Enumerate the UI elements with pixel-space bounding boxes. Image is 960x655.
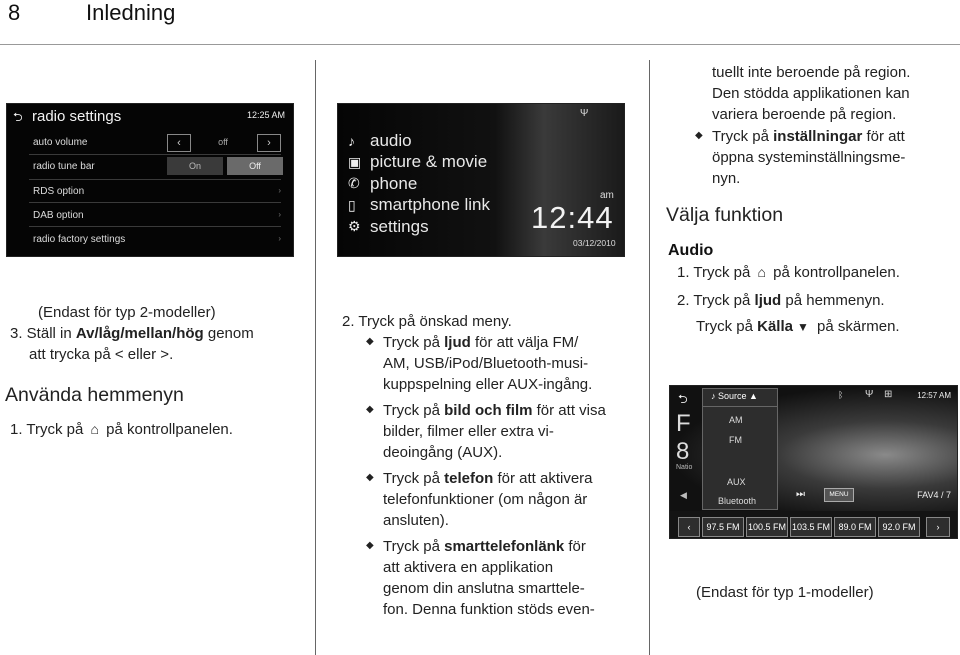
setting-auto-volume[interactable]: auto volume (33, 137, 88, 148)
audio-step-2: 2. Tryck på ljud på hemmenyn. (677, 292, 885, 309)
section-heading-home-menu: Använda hemmenyn (5, 384, 184, 406)
preset-4[interactable]: 89.0 FM (834, 517, 876, 537)
source-title: ♪ Source ▲ (711, 391, 758, 401)
menu-item-settings[interactable]: ⚙ settings (348, 216, 429, 236)
usb-icon: Ψ (865, 389, 874, 400)
step-1: 1. Tryck på ⌂ på kontrollpanelen. (10, 421, 233, 438)
bullet-settings: ◆ Tryck på inställningar för att öppna systeminställningsme- nyn. (688, 126, 958, 189)
clock-date: 03/12/2010 (573, 238, 616, 248)
setting-radio-tune-bar[interactable]: radio tune bar (33, 161, 95, 172)
audio-step-2b: Tryck på Källa ▼ på skärmen. (696, 318, 900, 335)
step-3: 3. Ställ in Av/låg/mellan/hög genom (10, 325, 254, 342)
preset-1[interactable]: 97.5 FM (702, 517, 744, 537)
chevron-right-icon: › (278, 234, 281, 243)
type1-note: (Endast för typ 1-modeller) (696, 584, 874, 601)
back-arrow-icon[interactable]: ⮌ (678, 392, 688, 406)
source-am[interactable]: AM (729, 415, 743, 425)
step-3-line2: att trycka på < eller >. (29, 346, 174, 363)
section-heading-select-function: Välja funktion (666, 204, 784, 226)
audio-source-screenshot (669, 385, 958, 539)
preset-bar (670, 511, 957, 538)
source-fm[interactable]: FM (729, 435, 742, 445)
screen-title: radio settings (32, 108, 122, 125)
chapter-title: Inledning (86, 0, 176, 25)
bullet-phone: ◆ Tryck på telefon för att aktivera telefonfunktioner (om någon är ansluten). (359, 468, 649, 531)
page-number: 8 (8, 0, 21, 25)
menu-button[interactable]: MENU (824, 488, 854, 502)
bullet-smartphone: ◆ Tryck på smarttelefonlänk för att aktivera en applikation genom din anslutna smarttele- fon. Denna funktion stöds even- (359, 536, 649, 620)
clock-time: 12:44 (531, 200, 614, 235)
setting-rds-option[interactable]: RDS option (33, 186, 85, 197)
station-text: Natio (676, 464, 693, 471)
picture-icon: ▣ (348, 153, 362, 170)
preset-prev-button[interactable]: ‹ (678, 517, 700, 537)
menu-item-picture-movie[interactable]: ▣ picture & movie (348, 152, 488, 172)
chevron-right-icon: › (278, 210, 281, 219)
preset-3[interactable]: 103.5 FM (790, 517, 832, 537)
decrease-button[interactable]: ‹ (167, 134, 191, 152)
previous-icon[interactable]: ◀ (680, 490, 687, 500)
screen-time: 12:57 AM (917, 391, 951, 400)
on-button[interactable]: On (167, 157, 223, 175)
audio-step-1: 1. Tryck på ⌂ på kontrollpanelen. (677, 264, 900, 281)
menu-item-smartphone-link[interactable]: ▯ smartphone link (348, 195, 491, 215)
off-button[interactable]: Off (227, 157, 283, 175)
type2-note: (Endast för typ 2-modeller) (38, 304, 216, 321)
menu-item-phone[interactable]: ✆ phone (348, 173, 418, 193)
step-2: 2. Tryck på önskad meny. (342, 313, 512, 330)
preset-2[interactable]: 100.5 FM (746, 517, 788, 537)
home-menu-list (348, 130, 490, 238)
triangle-down-icon: ▼ (796, 320, 809, 334)
menu-item-audio[interactable]: ♪ audio (348, 130, 412, 150)
signal-icon: ⊞ (884, 389, 893, 400)
column-divider-right (649, 60, 650, 655)
settings-bullet (688, 126, 958, 189)
bullet-picture: ◆ Tryck på bild och film för att visa bilder, filmer eller extra vi- deoingång (AUX). (359, 400, 649, 463)
source-bluetooth[interactable]: Bluetooth (718, 496, 757, 506)
continued-text: tuellt inte beroende på region. Den stödda applikationen kan variera beroende på region. (712, 64, 911, 123)
subheading-audio: Audio (668, 242, 714, 259)
source-aux[interactable]: AUX (727, 477, 746, 487)
clock-ampm: am (600, 190, 614, 201)
bullet-audio: ◆ Tryck på ljud för att välja FM/ AM, USB/iPod/Bluetooth-musi- kuppspelning eller AUX-ingång. (359, 332, 649, 395)
header-rule (0, 44, 960, 45)
source-dropdown[interactable] (702, 388, 778, 510)
home-icon: ⌂ (757, 264, 766, 280)
radio-settings-screenshot (6, 103, 294, 257)
setting-radio-factory-settings[interactable]: radio factory settings (33, 234, 126, 245)
back-arrow-icon: ⮌ (13, 110, 23, 124)
seek-forward-icon[interactable]: ⏭ (796, 489, 805, 500)
big-digit: 8 (676, 438, 690, 465)
gear-icon: ⚙ (348, 218, 361, 235)
chevron-right-icon: › (278, 186, 281, 195)
big-band-letter: F (676, 410, 691, 437)
menu-bullets (359, 332, 649, 620)
smartphone-icon: ▯ (348, 196, 356, 213)
home-icon: ⌂ (90, 421, 99, 437)
screen-time: 12:25 AM (246, 110, 285, 120)
increase-button[interactable]: › (257, 134, 281, 152)
column-divider-left (315, 60, 316, 655)
phone-icon: ✆ (348, 175, 360, 192)
favorites-indicator[interactable]: FAV4 / 7 (917, 490, 951, 500)
music-note-icon: ♪ (348, 132, 355, 149)
preset-next-button[interactable]: › (926, 517, 950, 537)
preset-5[interactable]: 92.0 FM (878, 517, 920, 537)
home-menu-screenshot (337, 103, 625, 257)
bluetooth-icon: ᛒ (838, 390, 844, 400)
usb-icon: Ψ (580, 108, 589, 119)
setting-dab-option[interactable]: DAB option (33, 210, 84, 221)
auto-volume-value: off (218, 137, 228, 147)
